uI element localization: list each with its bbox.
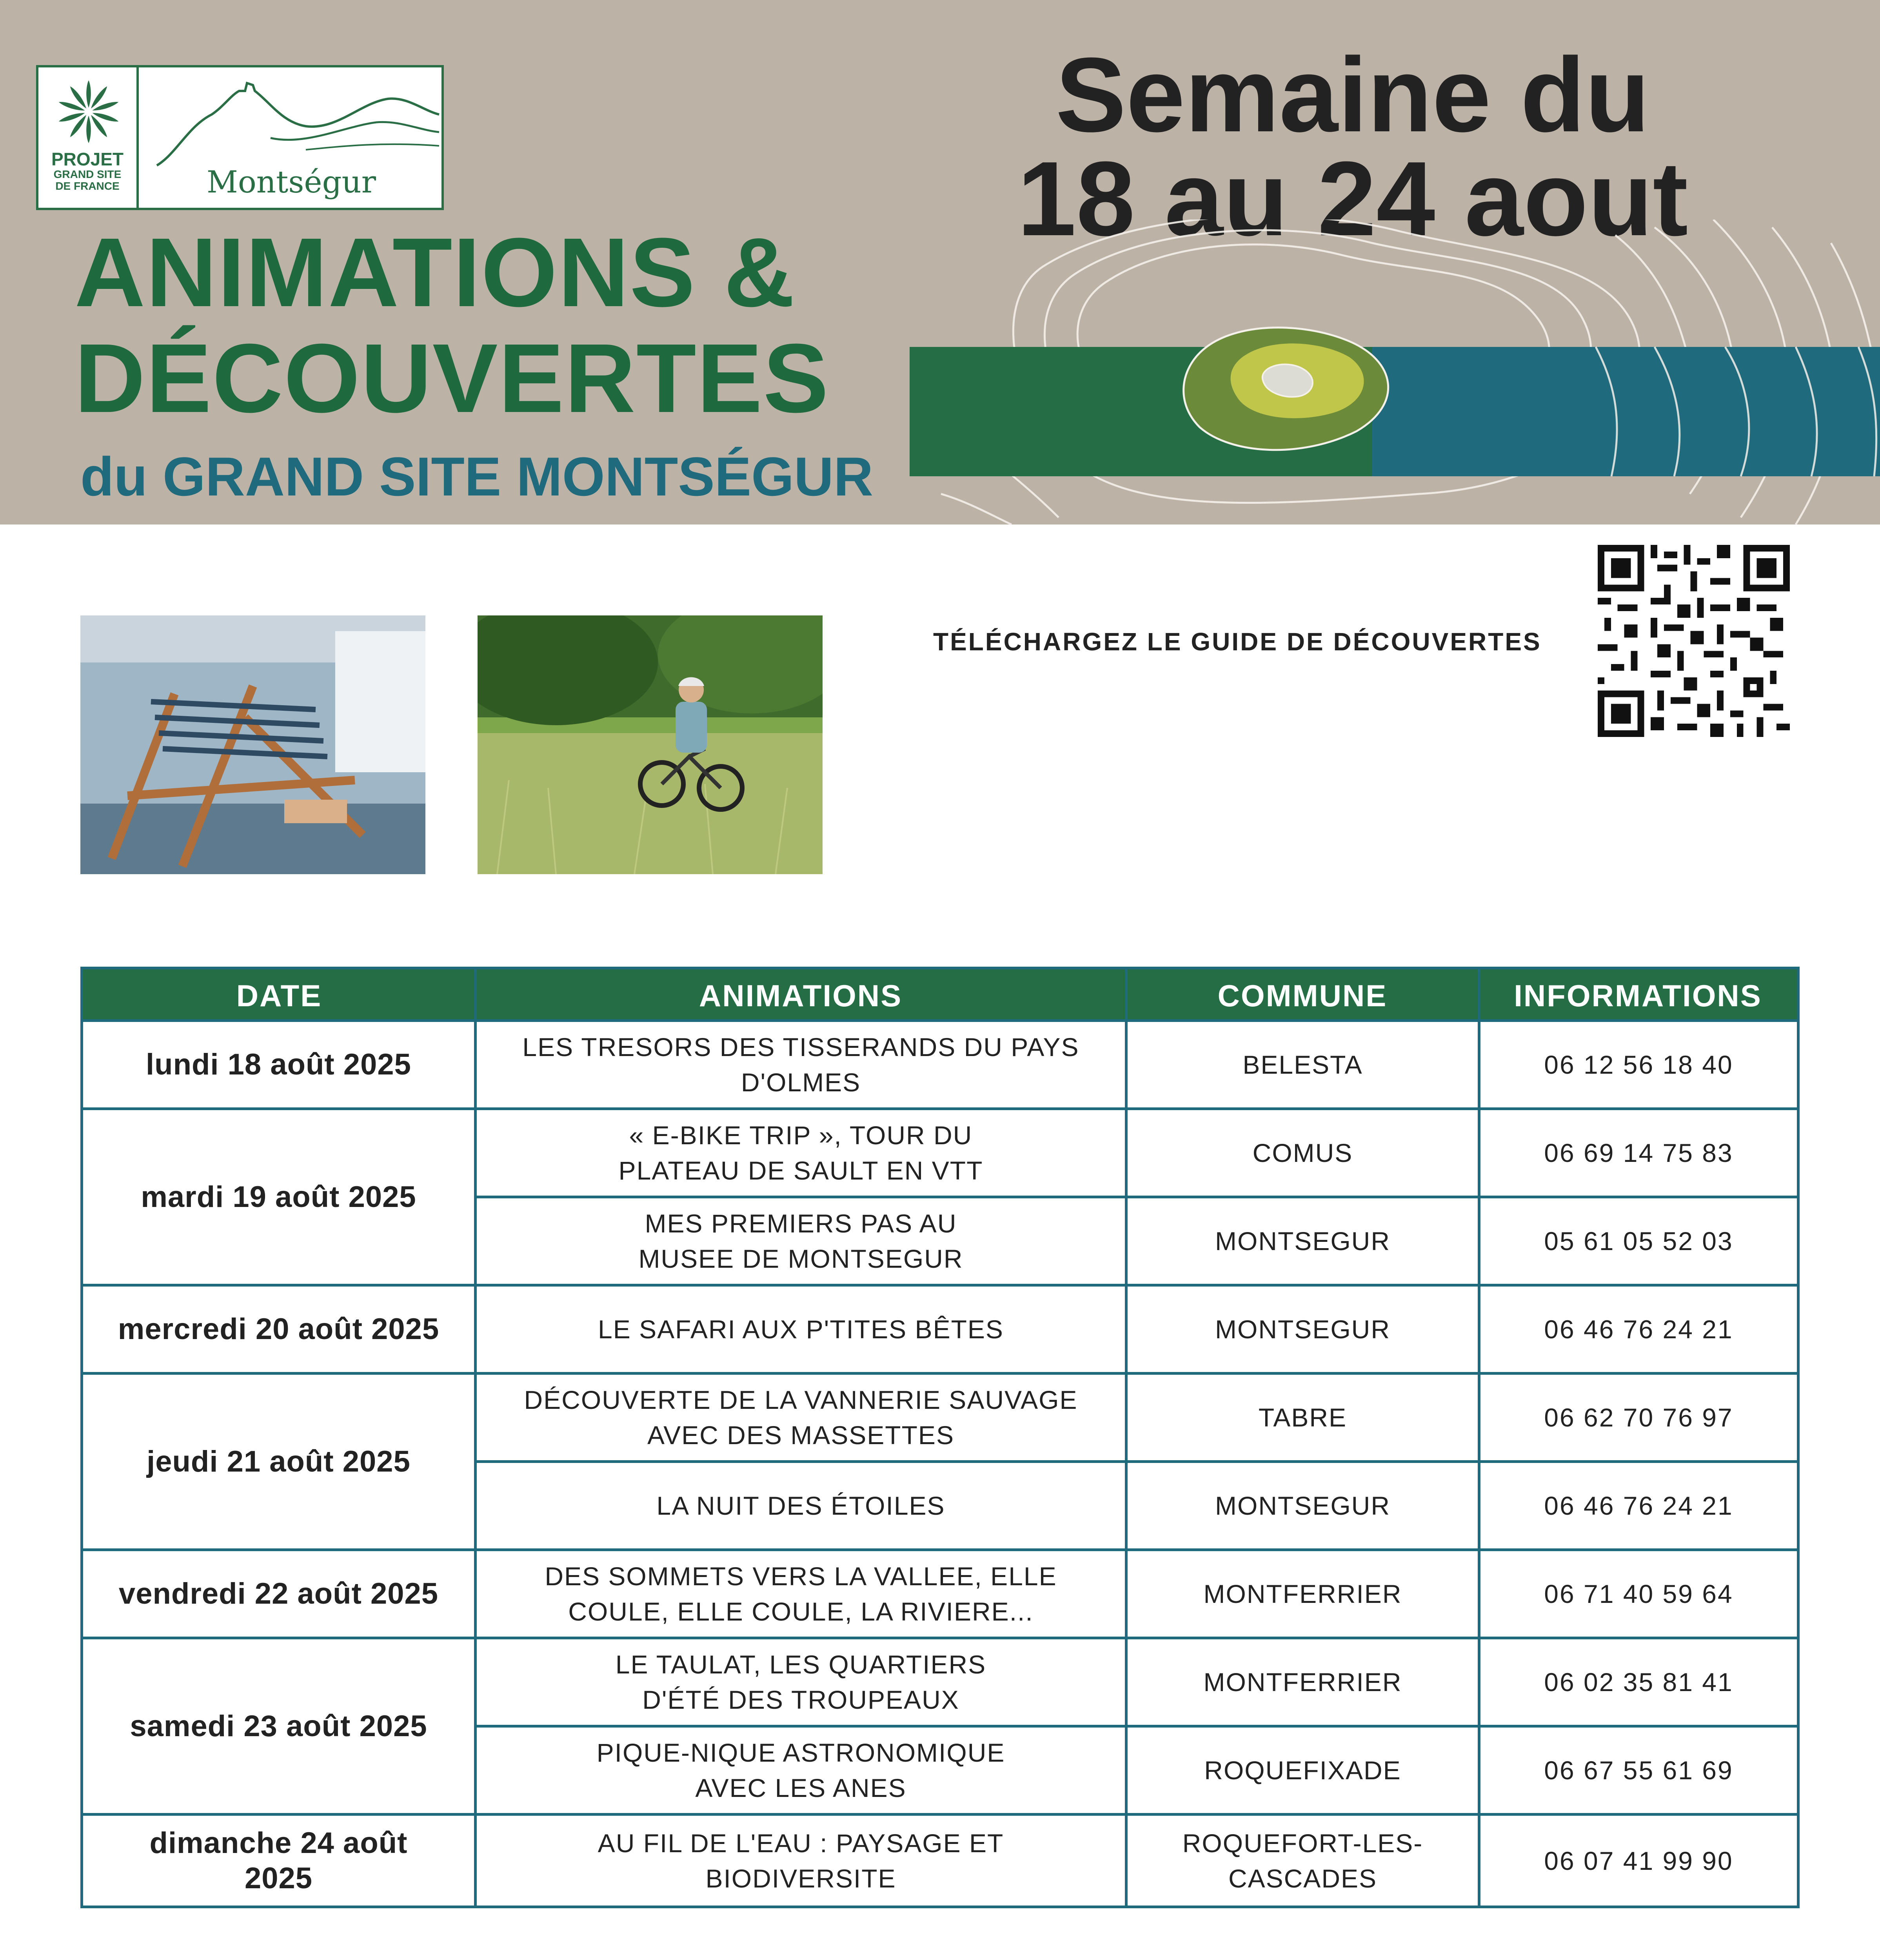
- animation-cell: LE SAFARI AUX P'TITES BÊTES: [598, 1315, 1004, 1344]
- date-cell: samedi 23 août 2025: [130, 1709, 427, 1743]
- commune-cell: MONTSEGUR: [1215, 1491, 1390, 1520]
- phone-cell: 06 46 76 24 21: [1544, 1491, 1733, 1520]
- table-divider: [83, 1637, 1797, 1639]
- week-line1: Semaine du: [1055, 36, 1650, 154]
- animation-cell: DES SOMMETS VERS LA VALLEE, ELLE COULE, ELLE COULE, LA RIVIERE...: [545, 1562, 1057, 1626]
- projet-grand-site-text: [38, 150, 136, 192]
- schedule-table: [80, 967, 1800, 1908]
- phone-cell: 06 62 70 76 97: [1544, 1403, 1733, 1432]
- phone-cell: 06 02 35 81 41: [1544, 1668, 1733, 1697]
- table-divider: [83, 1813, 1797, 1816]
- title-line1: ANIMATIONS &: [74, 218, 796, 327]
- phone-cell: 05 61 05 52 03: [1544, 1227, 1733, 1256]
- date-cell: jeudi 21 août 2025: [147, 1445, 411, 1478]
- commune-cell: COMUS: [1252, 1138, 1353, 1167]
- date-cell: dimanche 24 août 2025: [149, 1826, 408, 1895]
- table-divider: [475, 1460, 1797, 1463]
- date-cell: vendredi 22 août 2025: [118, 1577, 439, 1610]
- column-header-date: DATE: [236, 978, 322, 1013]
- table-divider: [83, 1372, 1797, 1375]
- table-divider: [83, 1107, 1797, 1110]
- qr-code-icon[interactable]: [1598, 545, 1790, 737]
- grand-site-logo: [36, 65, 444, 210]
- table-divider: [475, 1196, 1797, 1198]
- phone-cell: 06 07 41 99 90: [1544, 1846, 1733, 1875]
- date-cell: mardi 19 août 2025: [141, 1180, 416, 1214]
- animation-cell: MES PREMIERS PAS AU MUSEE DE MONTSEGUR: [638, 1209, 963, 1273]
- qr-download-label: TÉLÉCHARGEZ LE GUIDE DE DÉCOUVERTES: [933, 628, 1542, 656]
- weaving-loom-photo: [80, 615, 425, 874]
- column-header-commune: COMMUNE: [1217, 978, 1388, 1013]
- table-divider: [83, 1284, 1797, 1287]
- table-divider: [475, 1725, 1797, 1728]
- phone-cell: 06 67 55 61 69: [1544, 1756, 1733, 1785]
- animation-cell: LE TAULAT, LES QUARTIERS D'ÉTÉ DES TROUPEAUX: [615, 1650, 986, 1714]
- commune-cell: MONTSEGUR: [1215, 1315, 1390, 1344]
- commune-cell: MONTFERRIER: [1203, 1579, 1402, 1608]
- logo-projet-line3: DE FRANCE: [55, 180, 120, 192]
- logo-projet-line1: PROJET: [51, 149, 124, 169]
- commune-cell: ROQUEFORT-LES-CASCADES: [1182, 1828, 1423, 1893]
- table-divider: [83, 1019, 1797, 1022]
- animation-cell: DÉCOUVERTE DE LA VANNERIE SAUVAGE AVEC DES MASSETTES: [524, 1385, 1078, 1450]
- title-line2: DÉCOUVERTES: [74, 323, 830, 433]
- commune-cell: MONTFERRIER: [1203, 1668, 1402, 1697]
- phone-cell: 06 69 14 75 83: [1544, 1138, 1733, 1167]
- header-band: [0, 0, 1880, 524]
- commune-cell: BELESTA: [1242, 1050, 1363, 1079]
- mountain-bike-photo: [478, 615, 823, 874]
- date-cell: mercredi 20 août 2025: [118, 1312, 440, 1346]
- flower-icon: [57, 78, 120, 145]
- commune-cell: MONTSEGUR: [1215, 1227, 1390, 1256]
- topographic-map-graphic: [910, 220, 1880, 524]
- animation-cell: « E-BIKE TRIP », TOUR DU PLATEAU DE SAULT EN VTT: [618, 1121, 983, 1185]
- date-cell: lundi 18 août 2025: [146, 1048, 411, 1081]
- logo-projet-line2: GRAND SITE: [53, 168, 122, 181]
- commune-cell: ROQUEFIXADE: [1204, 1756, 1401, 1785]
- week-line2: 18 au 24 aout: [1017, 140, 1688, 258]
- phone-cell: 06 46 76 24 21: [1544, 1315, 1733, 1344]
- table-divider: [83, 1548, 1797, 1551]
- column-header-animations: ANIMATIONS: [699, 978, 903, 1013]
- logo-place-name: Montségur: [206, 165, 376, 200]
- projet-grand-site-logo: [38, 67, 139, 208]
- animation-cell: PIQUE-NIQUE ASTRONOMIQUE AVEC LES ANES: [596, 1738, 1005, 1802]
- page-title: [74, 220, 829, 431]
- page-subtitle: du GRAND SITE MONTSÉGUR: [80, 446, 874, 507]
- animation-cell: LES TRESORS DES TISSERANDS DU PAYS D'OLMES: [522, 1033, 1079, 1097]
- animation-cell: LA NUIT DES ÉTOILES: [656, 1491, 945, 1520]
- column-header-informations: INFORMATIONS: [1514, 978, 1762, 1013]
- phone-cell: 06 12 56 18 40: [1544, 1050, 1733, 1079]
- commune-cell: TABRE: [1258, 1403, 1347, 1432]
- animation-cell: AU FIL DE L'EAU : PAYSAGE ET BIODIVERSITE: [598, 1828, 1004, 1893]
- phone-cell: 06 71 40 59 64: [1544, 1579, 1733, 1608]
